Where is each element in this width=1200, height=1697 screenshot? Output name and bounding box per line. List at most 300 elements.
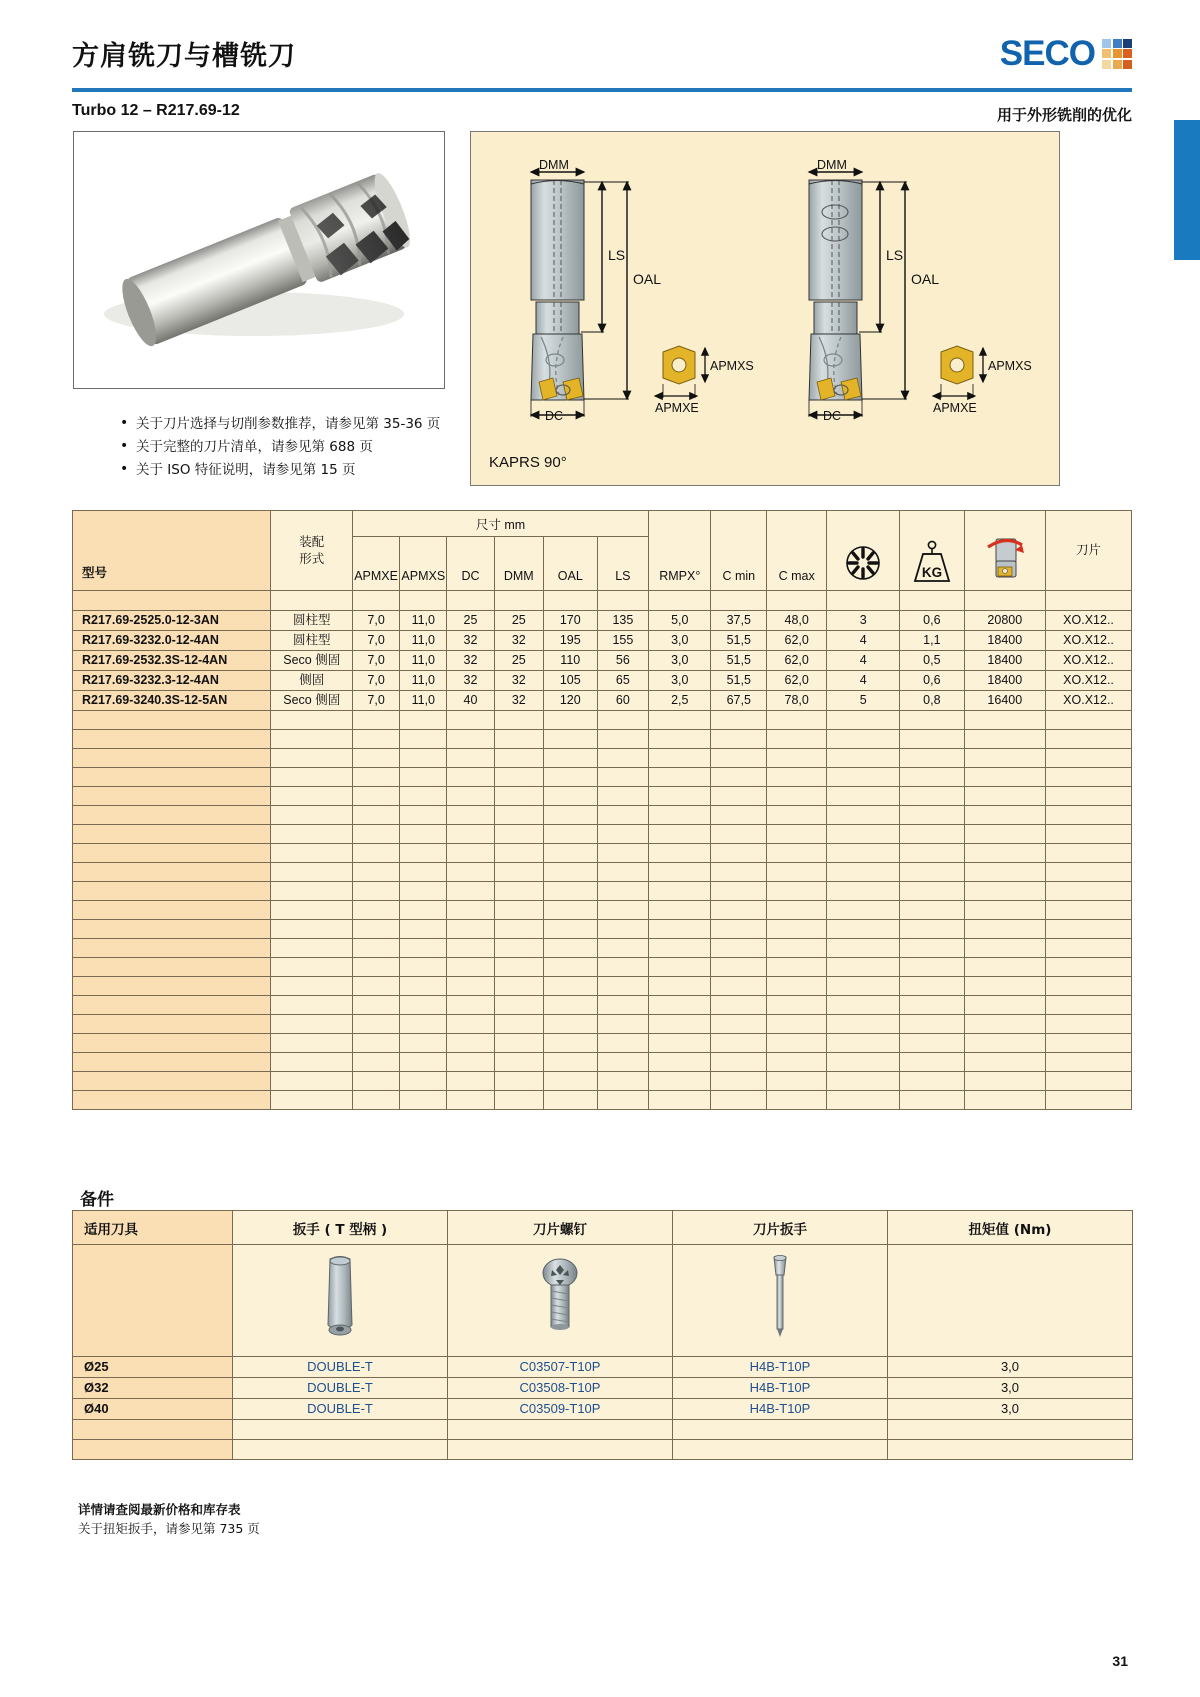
empty-cell	[900, 1072, 964, 1091]
empty-cell	[597, 939, 649, 958]
empty-cell	[400, 863, 447, 882]
empty-row	[73, 863, 1132, 882]
cell-mount: Seco 侧固	[271, 651, 353, 671]
accessory-empty-cell	[448, 1440, 673, 1460]
empty-cell	[400, 996, 447, 1015]
cell-kg: 0,5	[900, 651, 964, 671]
empty-cell	[649, 996, 711, 1015]
empty-cell	[649, 920, 711, 939]
empty-cell	[271, 730, 353, 749]
empty-cell	[827, 844, 900, 863]
empty-cell	[1046, 977, 1132, 996]
empty-cell	[767, 920, 827, 939]
svg-text:LS: LS	[886, 247, 904, 263]
empty-cell	[827, 806, 900, 825]
cell-apmxs: 11,0	[400, 691, 447, 711]
empty-cell	[597, 1072, 649, 1091]
cell-insert: XO.X12..	[1046, 671, 1132, 691]
cell-dmm: 25	[494, 651, 543, 671]
cell-model: R217.69-2532.3S-12-4AN	[73, 651, 271, 671]
cell-oal: 195	[543, 631, 597, 651]
spacer-cell	[543, 591, 597, 611]
empty-cell	[900, 1034, 964, 1053]
acc-cell-wrench: DOUBLE-T	[233, 1399, 448, 1420]
empty-cell	[649, 806, 711, 825]
cell-insert: XO.X12..	[1046, 651, 1132, 671]
empty-cell	[964, 806, 1046, 825]
accessory-empty-cell	[448, 1420, 673, 1440]
acc-cell-torque: 3,0	[888, 1378, 1133, 1399]
th-weight	[900, 511, 964, 591]
empty-cell	[271, 1034, 353, 1053]
empty-row	[73, 844, 1132, 863]
empty-cell	[597, 977, 649, 996]
empty-cell	[494, 996, 543, 1015]
empty-cell	[964, 996, 1046, 1015]
empty-cell	[900, 825, 964, 844]
empty-cell	[494, 806, 543, 825]
empty-cell	[900, 844, 964, 863]
empty-cell	[353, 1072, 400, 1091]
empty-cell	[900, 920, 964, 939]
empty-cell	[1046, 1053, 1132, 1072]
empty-cell	[649, 768, 711, 787]
empty-cell	[73, 958, 271, 977]
dimension-diagram	[470, 131, 1060, 486]
accessories-title: 备件	[80, 1190, 114, 1210]
empty-cell	[711, 1053, 767, 1072]
empty-cell	[353, 844, 400, 863]
empty-cell	[1046, 920, 1132, 939]
accessory-empty-row	[73, 1420, 1133, 1440]
empty-cell	[1046, 939, 1132, 958]
empty-cell	[767, 1072, 827, 1091]
empty-cell	[827, 1015, 900, 1034]
kaprs-label: KAPRS 90°	[489, 454, 567, 471]
empty-cell	[964, 768, 1046, 787]
cell-mount: Seco 侧固	[271, 691, 353, 711]
svg-text:APMXS: APMXS	[710, 359, 754, 373]
empty-cell	[400, 787, 447, 806]
empty-cell	[494, 939, 543, 958]
empty-cell	[73, 939, 271, 958]
empty-cell	[767, 977, 827, 996]
empty-cell	[964, 920, 1046, 939]
empty-cell	[827, 1091, 900, 1110]
empty-cell	[649, 730, 711, 749]
empty-cell	[1046, 1034, 1132, 1053]
insert-wrench-icon	[760, 1253, 800, 1345]
cell-dc: 32	[447, 671, 494, 691]
empty-cell	[447, 711, 494, 730]
empty-cell	[271, 920, 353, 939]
cell-kg: 0,6	[900, 611, 964, 631]
empty-cell	[597, 901, 649, 920]
cell-apmxs: 11,0	[400, 651, 447, 671]
cell-cmin: 51,5	[711, 651, 767, 671]
empty-cell	[1046, 958, 1132, 977]
table-row[interactable]	[73, 611, 1132, 631]
cell-insert: XO.X12..	[1046, 611, 1132, 631]
empty-cell	[964, 1072, 1046, 1091]
empty-cell	[543, 806, 597, 825]
empty-cell	[649, 711, 711, 730]
empty-cell	[964, 844, 1046, 863]
empty-cell	[1046, 711, 1132, 730]
empty-cell	[494, 863, 543, 882]
empty-cell	[711, 1072, 767, 1091]
empty-cell	[353, 825, 400, 844]
spacer-cell	[597, 591, 649, 611]
empty-cell	[711, 806, 767, 825]
empty-cell	[447, 996, 494, 1015]
empty-cell	[964, 1091, 1046, 1110]
empty-cell	[447, 1015, 494, 1034]
teeth-icon	[843, 543, 883, 583]
acc-cell-torque: 3,0	[888, 1357, 1133, 1378]
cell-cmin: 51,5	[711, 671, 767, 691]
th-apmxe: APMXE	[353, 537, 400, 591]
empty-cell	[271, 1091, 353, 1110]
spacer-cell	[494, 591, 543, 611]
empty-cell	[494, 1034, 543, 1053]
acc-img-key	[673, 1245, 888, 1357]
cell-rmpx: 3,0	[649, 651, 711, 671]
empty-cell	[711, 901, 767, 920]
cell-rpm: 16400	[964, 691, 1046, 711]
kg-icon	[910, 539, 954, 583]
accessory-row[interactable]	[73, 1378, 1133, 1399]
empty-cell	[767, 711, 827, 730]
th-insert: 刀片	[1046, 511, 1132, 591]
empty-cell	[964, 863, 1046, 882]
cell-teeth: 4	[827, 651, 900, 671]
empty-cell	[964, 711, 1046, 730]
empty-cell	[767, 768, 827, 787]
empty-cell	[597, 787, 649, 806]
empty-cell	[447, 730, 494, 749]
cell-cmax: 48,0	[767, 611, 827, 631]
logo-square-7	[1113, 60, 1122, 69]
empty-cell	[767, 1053, 827, 1072]
empty-cell	[447, 844, 494, 863]
cell-cmin: 67,5	[711, 691, 767, 711]
cell-apmxs: 11,0	[400, 671, 447, 691]
empty-cell	[900, 882, 964, 901]
th-teeth-count	[827, 511, 900, 591]
empty-cell	[827, 1072, 900, 1091]
cell-cmax: 62,0	[767, 631, 827, 651]
empty-cell	[827, 730, 900, 749]
empty-cell	[494, 787, 543, 806]
empty-cell	[649, 1034, 711, 1053]
acc-cell-tool: Ø25	[73, 1357, 233, 1378]
empty-cell	[900, 901, 964, 920]
empty-cell	[964, 787, 1046, 806]
empty-cell	[271, 939, 353, 958]
empty-cell	[447, 1072, 494, 1091]
empty-cell	[767, 939, 827, 958]
empty-cell	[271, 882, 353, 901]
empty-cell	[649, 977, 711, 996]
spacer-cell	[73, 591, 271, 611]
empty-cell	[353, 749, 400, 768]
empty-cell	[271, 901, 353, 920]
empty-cell	[353, 787, 400, 806]
cell-model: R217.69-3232.0-12-4AN	[73, 631, 271, 651]
empty-cell	[900, 1053, 964, 1072]
empty-cell	[543, 977, 597, 996]
empty-cell	[900, 958, 964, 977]
accessory-empty-cell	[673, 1420, 888, 1440]
cell-rmpx: 3,0	[649, 671, 711, 691]
empty-cell	[597, 863, 649, 882]
empty-cell	[73, 1053, 271, 1072]
empty-row	[73, 787, 1132, 806]
empty-cell	[964, 749, 1046, 768]
cell-apmxs: 11,0	[400, 611, 447, 631]
logo-square-2	[1123, 39, 1132, 48]
empty-cell	[353, 996, 400, 1015]
cell-dc: 25	[447, 611, 494, 631]
empty-cell	[649, 939, 711, 958]
empty-cell	[597, 825, 649, 844]
empty-cell	[271, 977, 353, 996]
empty-cell	[353, 939, 400, 958]
cell-rmpx: 2,5	[649, 691, 711, 711]
empty-cell	[543, 768, 597, 787]
cell-model: R217.69-3232.3-12-4AN	[73, 671, 271, 691]
spacer-cell	[767, 591, 827, 611]
empty-cell	[964, 939, 1046, 958]
empty-cell	[494, 749, 543, 768]
empty-cell	[1046, 768, 1132, 787]
accessory-row[interactable]	[73, 1357, 1133, 1378]
empty-cell	[597, 844, 649, 863]
header-rule	[72, 88, 1132, 92]
th-ls: LS	[597, 537, 649, 591]
empty-cell	[711, 1091, 767, 1110]
empty-cell	[767, 996, 827, 1015]
empty-cell	[900, 749, 964, 768]
empty-cell	[447, 863, 494, 882]
accessory-empty-row	[73, 1440, 1133, 1460]
footnote-1: 详情请查阅最新价格和库存表	[78, 1502, 241, 1517]
empty-row	[73, 806, 1132, 825]
cell-ls: 65	[597, 671, 649, 691]
empty-cell	[827, 863, 900, 882]
accessories-body	[73, 1357, 1133, 1460]
empty-cell	[494, 1072, 543, 1091]
svg-text:DMM: DMM	[539, 158, 569, 172]
empty-cell	[964, 958, 1046, 977]
empty-cell	[543, 711, 597, 730]
cell-dc: 40	[447, 691, 494, 711]
empty-cell	[353, 882, 400, 901]
empty-row	[73, 711, 1132, 730]
empty-cell	[711, 920, 767, 939]
empty-cell	[543, 1091, 597, 1110]
empty-cell	[400, 844, 447, 863]
product-subtitle: Turbo 12 – R217.69-12	[72, 102, 240, 119]
cell-apmxe: 7,0	[353, 671, 400, 691]
empty-cell	[597, 730, 649, 749]
accessory-empty-cell	[673, 1440, 888, 1460]
th-dmm: DMM	[494, 537, 543, 591]
spacer-cell	[271, 591, 353, 611]
empty-cell	[649, 787, 711, 806]
accessory-row[interactable]	[73, 1399, 1133, 1420]
empty-cell	[447, 806, 494, 825]
empty-cell	[827, 787, 900, 806]
cell-apmxe: 7,0	[353, 611, 400, 631]
empty-cell	[447, 768, 494, 787]
empty-cell	[400, 882, 447, 901]
svg-text:DC: DC	[545, 409, 564, 423]
th-rmpx: RMPX°	[649, 511, 711, 591]
empty-cell	[1046, 901, 1132, 920]
spacer-cell	[964, 591, 1046, 611]
empty-cell	[827, 939, 900, 958]
th-apmxs: APMXS	[400, 537, 447, 591]
svg-text:APMXS: APMXS	[988, 359, 1032, 373]
footnotes	[78, 1500, 260, 1538]
empty-cell	[271, 806, 353, 825]
empty-cell	[597, 806, 649, 825]
th-applicable-tool: 适用刀具	[73, 1211, 233, 1245]
empty-cell	[1046, 844, 1132, 863]
empty-cell	[900, 711, 964, 730]
empty-cell	[767, 882, 827, 901]
empty-cell	[900, 730, 964, 749]
cell-rmpx: 5,0	[649, 611, 711, 631]
empty-cell	[827, 711, 900, 730]
empty-cell	[900, 768, 964, 787]
acc-img-wrench	[233, 1245, 448, 1357]
spacer-cell	[1046, 591, 1132, 611]
empty-cell	[271, 825, 353, 844]
cell-insert: XO.X12..	[1046, 631, 1132, 651]
empty-cell	[767, 863, 827, 882]
empty-cell	[1046, 1015, 1132, 1034]
cell-model: R217.69-3240.3S-12-5AN	[73, 691, 271, 711]
empty-cell	[767, 958, 827, 977]
empty-cell	[73, 1034, 271, 1053]
empty-cell	[543, 863, 597, 882]
empty-cell	[73, 749, 271, 768]
empty-cell	[827, 920, 900, 939]
empty-cell	[271, 749, 353, 768]
cell-oal: 120	[543, 691, 597, 711]
cell-rpm: 20800	[964, 611, 1046, 631]
empty-cell	[1046, 996, 1132, 1015]
empty-cell	[711, 825, 767, 844]
empty-cell	[447, 920, 494, 939]
empty-cell	[400, 1091, 447, 1110]
figure-weldon	[809, 158, 1032, 423]
empty-cell	[711, 730, 767, 749]
empty-cell	[543, 1053, 597, 1072]
empty-cell	[827, 958, 900, 977]
empty-cell	[767, 1015, 827, 1034]
accessory-images-row	[73, 1245, 1133, 1357]
empty-cell	[447, 787, 494, 806]
table-row[interactable]	[73, 651, 1132, 671]
cell-mount: 侧固	[271, 671, 353, 691]
empty-row	[73, 939, 1132, 958]
empty-cell	[964, 977, 1046, 996]
empty-cell	[597, 1015, 649, 1034]
empty-cell	[353, 730, 400, 749]
empty-cell	[447, 901, 494, 920]
empty-cell	[353, 920, 400, 939]
empty-cell	[73, 996, 271, 1015]
empty-cell	[271, 996, 353, 1015]
cell-mount: 圆柱型	[271, 631, 353, 651]
accessories-table	[72, 1210, 1133, 1460]
empty-cell	[494, 977, 543, 996]
empty-cell	[767, 825, 827, 844]
empty-cell	[447, 1091, 494, 1110]
empty-cell	[711, 1015, 767, 1034]
empty-cell	[73, 882, 271, 901]
empty-cell	[597, 882, 649, 901]
empty-row	[73, 901, 1132, 920]
cell-dmm: 32	[494, 691, 543, 711]
cell-cmin: 37,5	[711, 611, 767, 631]
cell-rpm: 18400	[964, 631, 1046, 651]
empty-cell	[964, 1015, 1046, 1034]
table-row[interactable]	[73, 671, 1132, 691]
bullet-item: • 关于刀片选择与切削参数推荐，请参见第 35-36 页	[120, 414, 480, 435]
empty-cell	[271, 863, 353, 882]
product-photo	[73, 131, 445, 389]
seco-wordmark: SECO	[999, 34, 1095, 73]
spacer-cell	[711, 591, 767, 611]
empty-cell	[597, 1053, 649, 1072]
acc-cell-key: H4B-T10P	[673, 1378, 888, 1399]
empty-cell	[400, 920, 447, 939]
cell-dc: 32	[447, 651, 494, 671]
empty-cell	[767, 844, 827, 863]
empty-cell	[827, 768, 900, 787]
empty-cell	[649, 958, 711, 977]
empty-cell	[900, 787, 964, 806]
empty-cell	[400, 1072, 447, 1091]
cell-oal: 110	[543, 651, 597, 671]
empty-cell	[543, 1015, 597, 1034]
empty-cell	[447, 882, 494, 901]
table-row[interactable]	[73, 631, 1132, 651]
empty-row	[73, 730, 1132, 749]
empty-cell	[353, 1034, 400, 1053]
cell-cmax: 62,0	[767, 671, 827, 691]
empty-cell	[767, 901, 827, 920]
empty-cell	[494, 711, 543, 730]
logo-square-4	[1113, 49, 1122, 58]
empty-cell	[400, 939, 447, 958]
empty-cell	[494, 958, 543, 977]
empty-cell	[73, 901, 271, 920]
empty-cell	[543, 920, 597, 939]
empty-cell	[649, 749, 711, 768]
empty-cell	[73, 730, 271, 749]
empty-cell	[447, 1034, 494, 1053]
table-row[interactable]	[73, 691, 1132, 711]
empty-cell	[964, 825, 1046, 844]
empty-row	[73, 825, 1132, 844]
empty-cell	[73, 768, 271, 787]
